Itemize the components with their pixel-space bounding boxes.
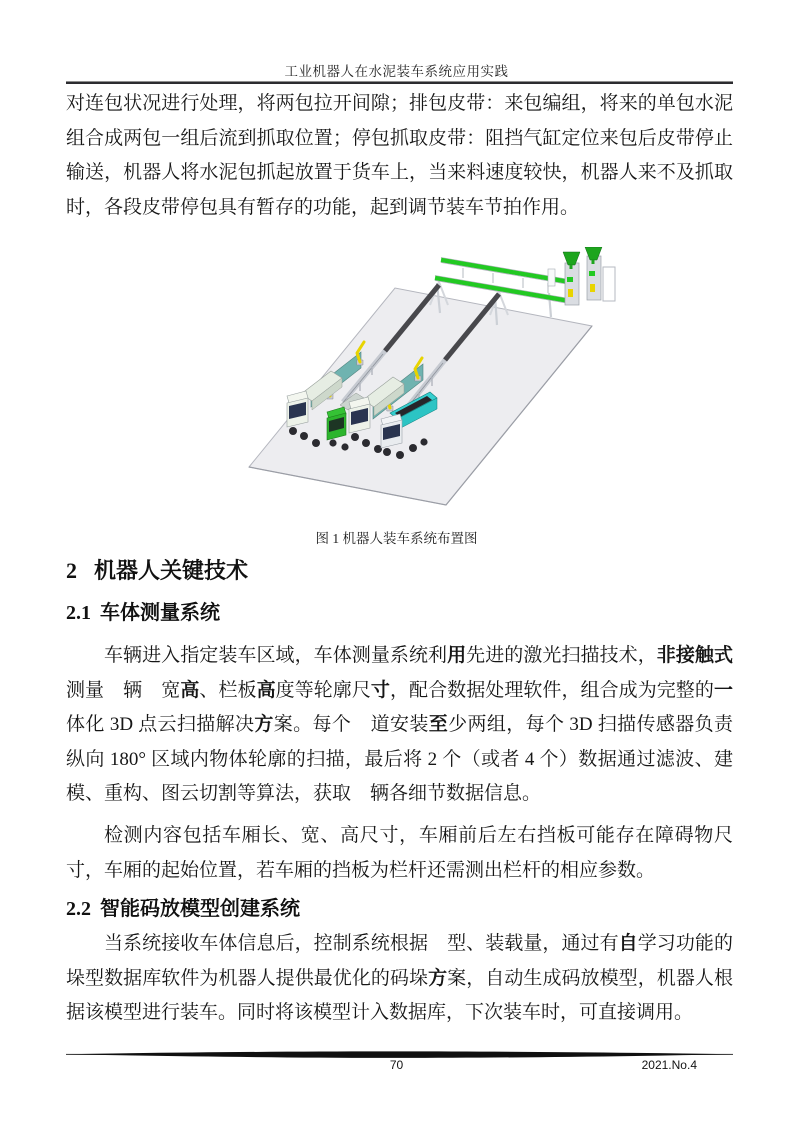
subsection-heading-2-1 bbox=[66, 599, 220, 627]
section-title: 机器人关键技术 bbox=[94, 558, 249, 583]
issue-label: 2021.No.4 bbox=[641, 1058, 697, 1072]
running-header-title: 工业机器人在水泥装车系统应用实践 bbox=[284, 64, 509, 79]
subsection-number: 2.1 bbox=[66, 602, 91, 624]
subsection-number: 2.2 bbox=[66, 898, 91, 920]
subsection-title: 车体测量系统 bbox=[100, 602, 220, 624]
section-heading-2 bbox=[66, 556, 248, 586]
header-rule bbox=[66, 81, 733, 84]
figure-robot-loading-system bbox=[243, 247, 640, 512]
figure-caption: 图 1 机器人装车系统布置图 bbox=[315, 531, 478, 546]
subsection-title: 智能码放模型创建系统 bbox=[100, 898, 300, 920]
paragraph-detection-content: 检测内容包括车厢长、宽、高尺寸，车厢前后左右挡板可能存在障碍物尺寸，车厢的起始位置，若车厢的挡板为栏杆还需测出栏杆的相应参数。 bbox=[66, 825, 733, 881]
paragraph-stacking-model: 当系统接收车体信息后，控制系统根据 型、装载量，通过有自学习功能的垛型数据库软件为机器人提供最优化的码垛方案，自动生成码放模型，机器人根据该模型进行装车。同时将该模型计入数据库，下次装车时，可直接调用。 bbox=[66, 933, 733, 1023]
page-number: 70 bbox=[389, 1058, 404, 1072]
section-number: 2 bbox=[66, 558, 77, 583]
subsection-heading-2-2 bbox=[66, 895, 300, 923]
paragraph-body-measurement: 车辆进入指定装车区域，车体测量系统利用先进的激光扫描技术，非接触式测量 辆 宽高、栏板高度等轮廓尺寸，配合数据处理软件，组合成为完整的一体化 3D 点云扫描解决方案。每个 道安装至少两组，每个 3D 扫描传感器负责纵向 180° 区域内物体轮廓的扫描，最后将 2 个（或者 4 个）数据通过滤波、建模、重构、图云切割等算法，获取 辆各细节数据信息。 bbox=[66, 645, 733, 804]
figure-image bbox=[243, 247, 640, 512]
paragraph-conveyor-description: 对连包状况进行处理，将两包拉开间隙；排包皮带：来包编组，将来的单包水泥组合成两包一组后流到抓取位置；停包抓取皮带：阻挡气缸定位来包后皮带停止输送，机器人将水泥包抓起放置于货车上，当来料速度较快，机器人来不及抓取时，各段皮带停包具有暂存的功能，起到调节装车节拍作用。 bbox=[66, 93, 733, 218]
